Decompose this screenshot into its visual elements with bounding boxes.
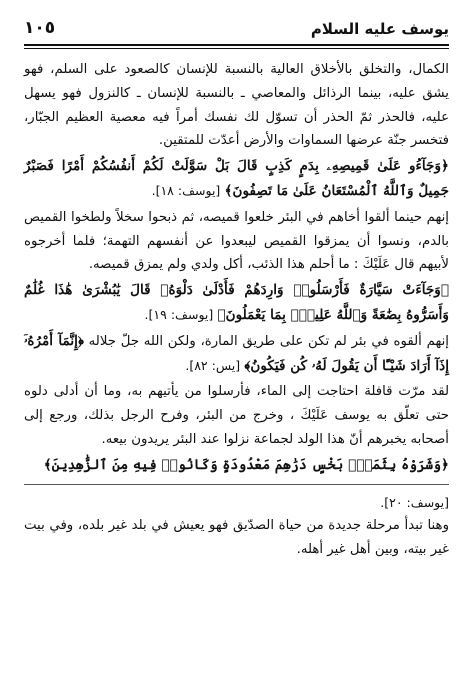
paragraph-1: الكمال، والتخلق بالأخلاق العالية بالنسبة للإنسان كالصعود على السلم، فهو يشق عليه، بينما الرذائل والمعاصي ـ بالنسبة للإنسان ـ كالنزول فهو يسهل عليه، فالحذر ثمّ الحذر أن تسوّل لك نفسك أمراً فيه معصية العظيم الجبّار، فتخسر جنّة عرضها السماوات والأرض أعدّت للمتقين. bbox=[24, 62, 449, 149]
verse-separator bbox=[24, 484, 449, 485]
verse-text-4: ﴿وَشَرَوْهُ بِثَمَنٍۭ بَخْسٍ دَرَٰهِمَ مَعْدُودَةٍ وَكَانُوا۟ فِيهِ مِنَ ٱلزَّٰهِدِينَ﴾ bbox=[43, 456, 449, 473]
page-number: ١٠٥ bbox=[24, 18, 56, 38]
quran-verse-4 bbox=[24, 454, 449, 478]
quran-verse-1 bbox=[24, 155, 449, 204]
verse-ref-3: [يس: ٨٢]. bbox=[185, 357, 241, 373]
page-body bbox=[24, 58, 449, 562]
paragraph-2: إنهم حينما ألقوا أخاهم في البئر خلعوا قميصه، ثم ذبحوا سخلاً ولطخوا القميص بالدم، ونسوا أن يمزقوا القميص ليبعدوا عن أنفسهم التهمة؛ فلما أخرجوه لأبيهم قال عَلَيْكَ : ما أحلم هذا الذئب، أكل ولدي ولم يمزق قميصه. bbox=[24, 209, 449, 273]
paragraph-3-text: إنهم ألقوه في بئر لم تكن على طريق المارة، ولكن الله جلّ جلاله bbox=[88, 333, 449, 349]
quran-verse-2 bbox=[24, 279, 449, 328]
verse-text-3: ﴿إِنَّمَآ أَمْرُهُۥٓ إِذَآ أَرَادَ شَيْـًٔا أَن يَقُولَ لَهُۥ كُن فَيَكُونُ﴾ bbox=[24, 332, 449, 374]
book-page bbox=[24, 14, 449, 669]
verse-ref-4: [يوسف: ٢٠]. bbox=[380, 494, 449, 510]
verse-text-1: ﴿وَجَآءُو عَلَىٰ قَمِيصِهِۦ بِدَمٍ كَذِبٍ قَالَ بَلْ سَوَّلَتْ لَكُمْ أَنفُسُكُمْ أَمْرًا فَصَبْرٌ جَمِيلٌ وَٱللَّهُ ٱلْمُسْتَعَانُ عَلَىٰ مَا تَصِفُونَ﴾ bbox=[24, 158, 449, 199]
verse-ref-2: [يوسف: ١٩]. bbox=[144, 306, 214, 322]
verse-ref-1: [يوسف: ١٨]. bbox=[151, 182, 221, 198]
paragraph-3 bbox=[24, 330, 449, 379]
paragraph-5: وهنا تبدأ مرحلة جديدة من حياة الصدّيق فهو يعيش في بلد غير بلده، وفي بيت غير بيته، وبين أهل غير أهله. bbox=[24, 518, 449, 558]
running-title: يوسف عليه السلام bbox=[310, 20, 449, 38]
header-rule bbox=[24, 44, 449, 49]
page-header bbox=[24, 14, 449, 44]
paragraph-4: لقد مرّت قافلة احتاجت إلى الماء، فأرسلوا من يأتيهم به، وما أن أدلى دلوه حتى تعلّق به يوسف عَلَيْكَ ، وخرج من البئر، وفرح الرجل بذلك، ورجع إلى أصحابه يخبرهم أنّ هذا الولد لجماعة نزلوا عند البئر يريدون بيعه. bbox=[24, 384, 449, 447]
verse-text-2: ﴿وَجَآءَتْ سَيَّارَةٌ فَأَرْسَلُوا۟ وَارِدَهُمْ فَأَدْلَىٰ دَلْوَهُۥ قَالَ يَٰبُشْرَىٰ هَٰذَا غُلَٰمٌ وَأَسَرُّوهُ بِضَٰعَةً وَٱللَّهُ عَلِيمٌۢ بِمَا يَعْمَلُونَ﴾ bbox=[24, 282, 449, 323]
